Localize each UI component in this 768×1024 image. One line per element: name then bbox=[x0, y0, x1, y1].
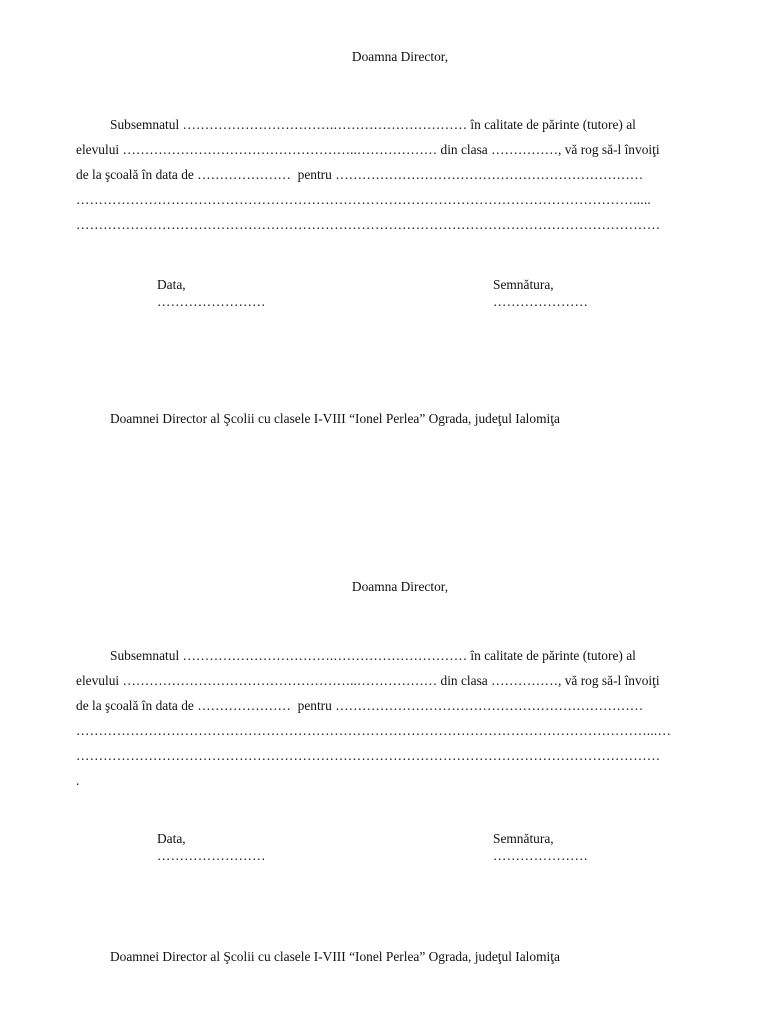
body-line-2: elevului ……………………………………………..……………… din clasa ……………, vă rog să-l învoiţi bbox=[76, 142, 660, 157]
date-dots: …………………… bbox=[157, 294, 266, 309]
date-label: Data, bbox=[157, 277, 186, 292]
body-line-4: ………………………………………………………………………………………………………………...… bbox=[76, 723, 672, 738]
signature-dots: ………………… bbox=[493, 848, 589, 863]
form-heading: Doamna Director, bbox=[351, 49, 449, 64]
date-dots: …………………… bbox=[157, 848, 266, 863]
body-line-1: Subsemnatul …………………………….………………………… în calitate de părinte (tutore) al bbox=[110, 648, 636, 663]
signature-label: Semnătura, bbox=[493, 277, 554, 292]
date-label: Data, bbox=[157, 831, 186, 846]
form-heading: Doamna Director, bbox=[351, 579, 449, 594]
body-line-5: ………………………………………………………………………………………………………………… bbox=[76, 217, 661, 232]
signature-dots: ………………… bbox=[493, 294, 589, 309]
body-line-5: ………………………………………………………………………………………………………………… bbox=[76, 748, 661, 763]
addressee: Doamnei Director al Şcolii cu clasele I-VIII “Ionel Perlea” Ograda, judeţul Ialomiţa bbox=[110, 949, 560, 964]
addressee: Doamnei Director al Şcolii cu clasele I-VIII “Ionel Perlea” Ograda, judeţul Ialomiţa bbox=[110, 411, 560, 426]
body-line-4: ……………………………………………………………………………………………………………..... bbox=[76, 192, 651, 207]
body-line-6: . bbox=[76, 773, 80, 788]
body-line-3: de la şcoală în data de ………………… pentru …………………………………………………………… bbox=[76, 698, 644, 713]
body-line-2: elevului ……………………………………………..……………… din clasa ……………, vă rog să-l învoiţi bbox=[76, 673, 660, 688]
signature-label: Semnătura, bbox=[493, 831, 554, 846]
body-line-3: de la şcoală în data de ………………… pentru …………………………………………………………… bbox=[76, 167, 644, 182]
body-line-1: Subsemnatul …………………………….………………………… în calitate de părinte (tutore) al bbox=[110, 117, 636, 132]
